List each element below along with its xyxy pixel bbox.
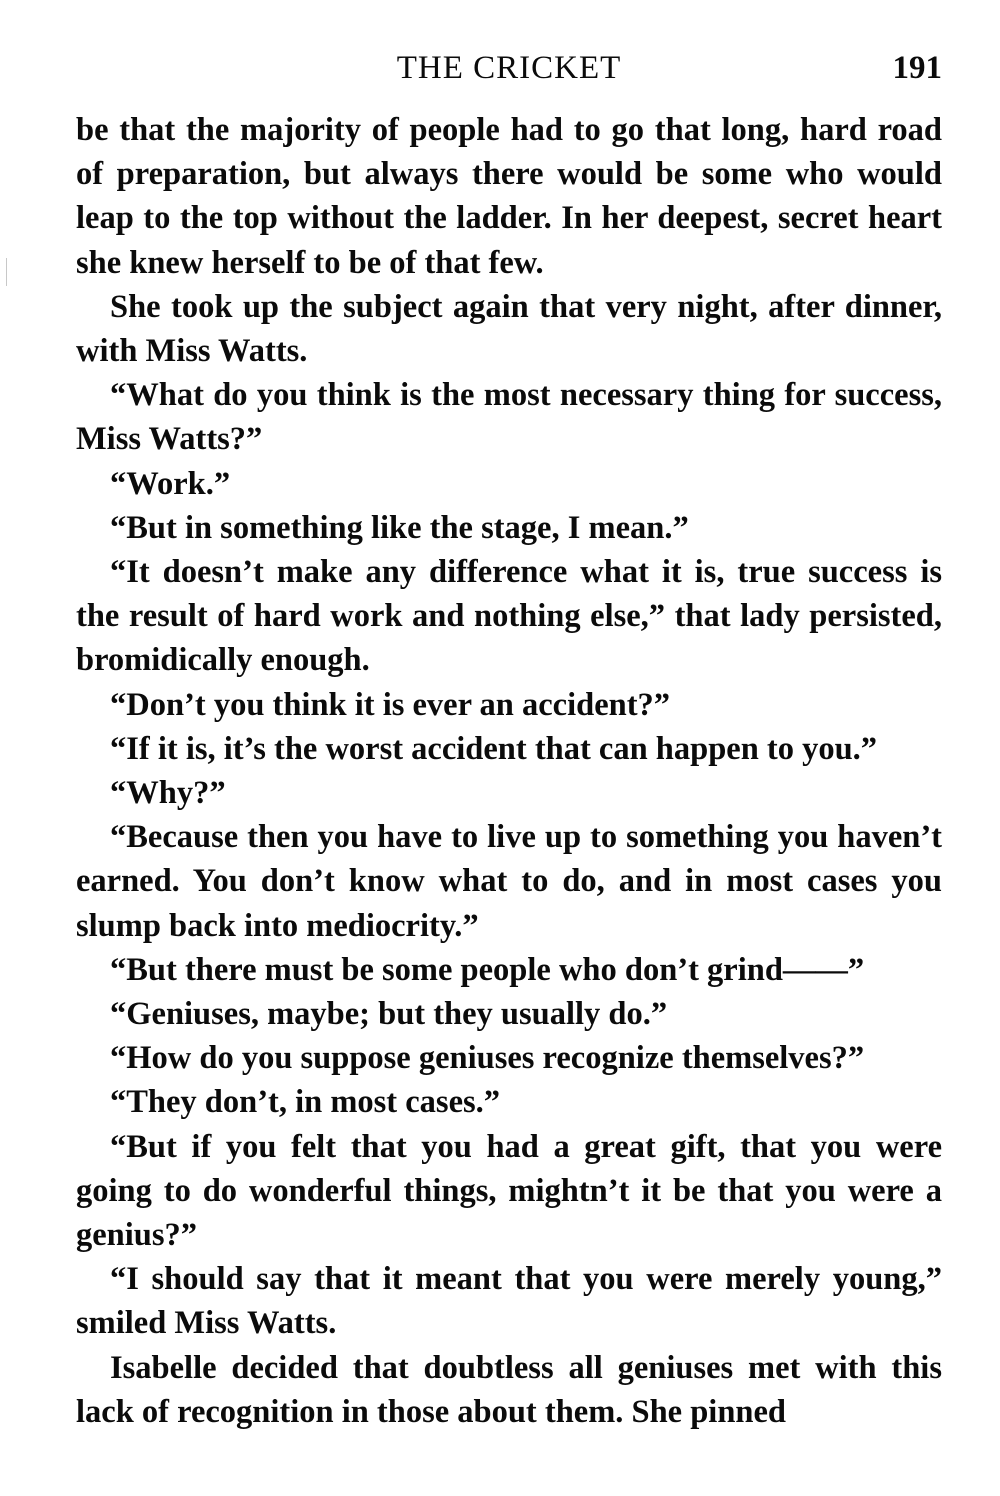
dialogue-line: “How do you suppose geniuses recognize themselves?” (110, 1040, 865, 1077)
page-header (76, 50, 942, 94)
dialogue-line: “But in something like the stage, I mean.” (110, 509, 689, 546)
dialogue-line: “But if you felt that you had a great gift, that you were going to do wonderful things, mightn’t it be that you were a genius?” (76, 1128, 942, 1254)
dialogue-line: “Don’t you think it is ever an accident?” (110, 686, 671, 723)
dialogue-line: “What do you think is the most necessary thing for success, Miss Watts?” (76, 377, 942, 458)
running-head: THE CRICKET (396, 50, 622, 86)
dialogue-line: “If it is, it’s the worst accident that can happen to you.” (110, 730, 878, 767)
body-text (76, 108, 942, 1434)
dialogue-line: “It doesn’t make any difference what it is, true success is the result of hard work and nothing else,” that lady persisted, bromidically enough. (76, 554, 942, 679)
paragraph: She took up the subject again that very night, after dinner, with Miss Watts. (76, 288, 942, 370)
dialogue-line: “Geniuses, maybe; but they usually do.” (110, 996, 668, 1033)
dialogue-line: “Because then you have to live up to something you haven’t earned. You don’t know what to do, and in most cases you slump back into mediocrity.” (76, 819, 942, 944)
paragraph-continued: be that the majority of people had to go that long, hard road of preparation, but always there would be some who would leap to the top without the ladder. In her deepest, secret heart she knew herself to be of that few. (76, 112, 942, 281)
dialogue-line: “But there must be some people who don’t grind——” (110, 951, 865, 988)
paragraph: Isabelle decided that doubtless all geniuses met with this lack of recognition in those about them. She pinned (76, 1349, 942, 1430)
scan-margin-mark (6, 258, 7, 286)
page-number: 191 (892, 50, 942, 86)
dialogue-line: “I should say that it meant that you were merely young,” smiled Miss Watts. (76, 1261, 942, 1342)
dialogue-line: “Why?” (110, 775, 226, 812)
dialogue-line: “They don’t, in most cases.” (110, 1084, 501, 1121)
dialogue-line: “Work.” (110, 465, 231, 502)
